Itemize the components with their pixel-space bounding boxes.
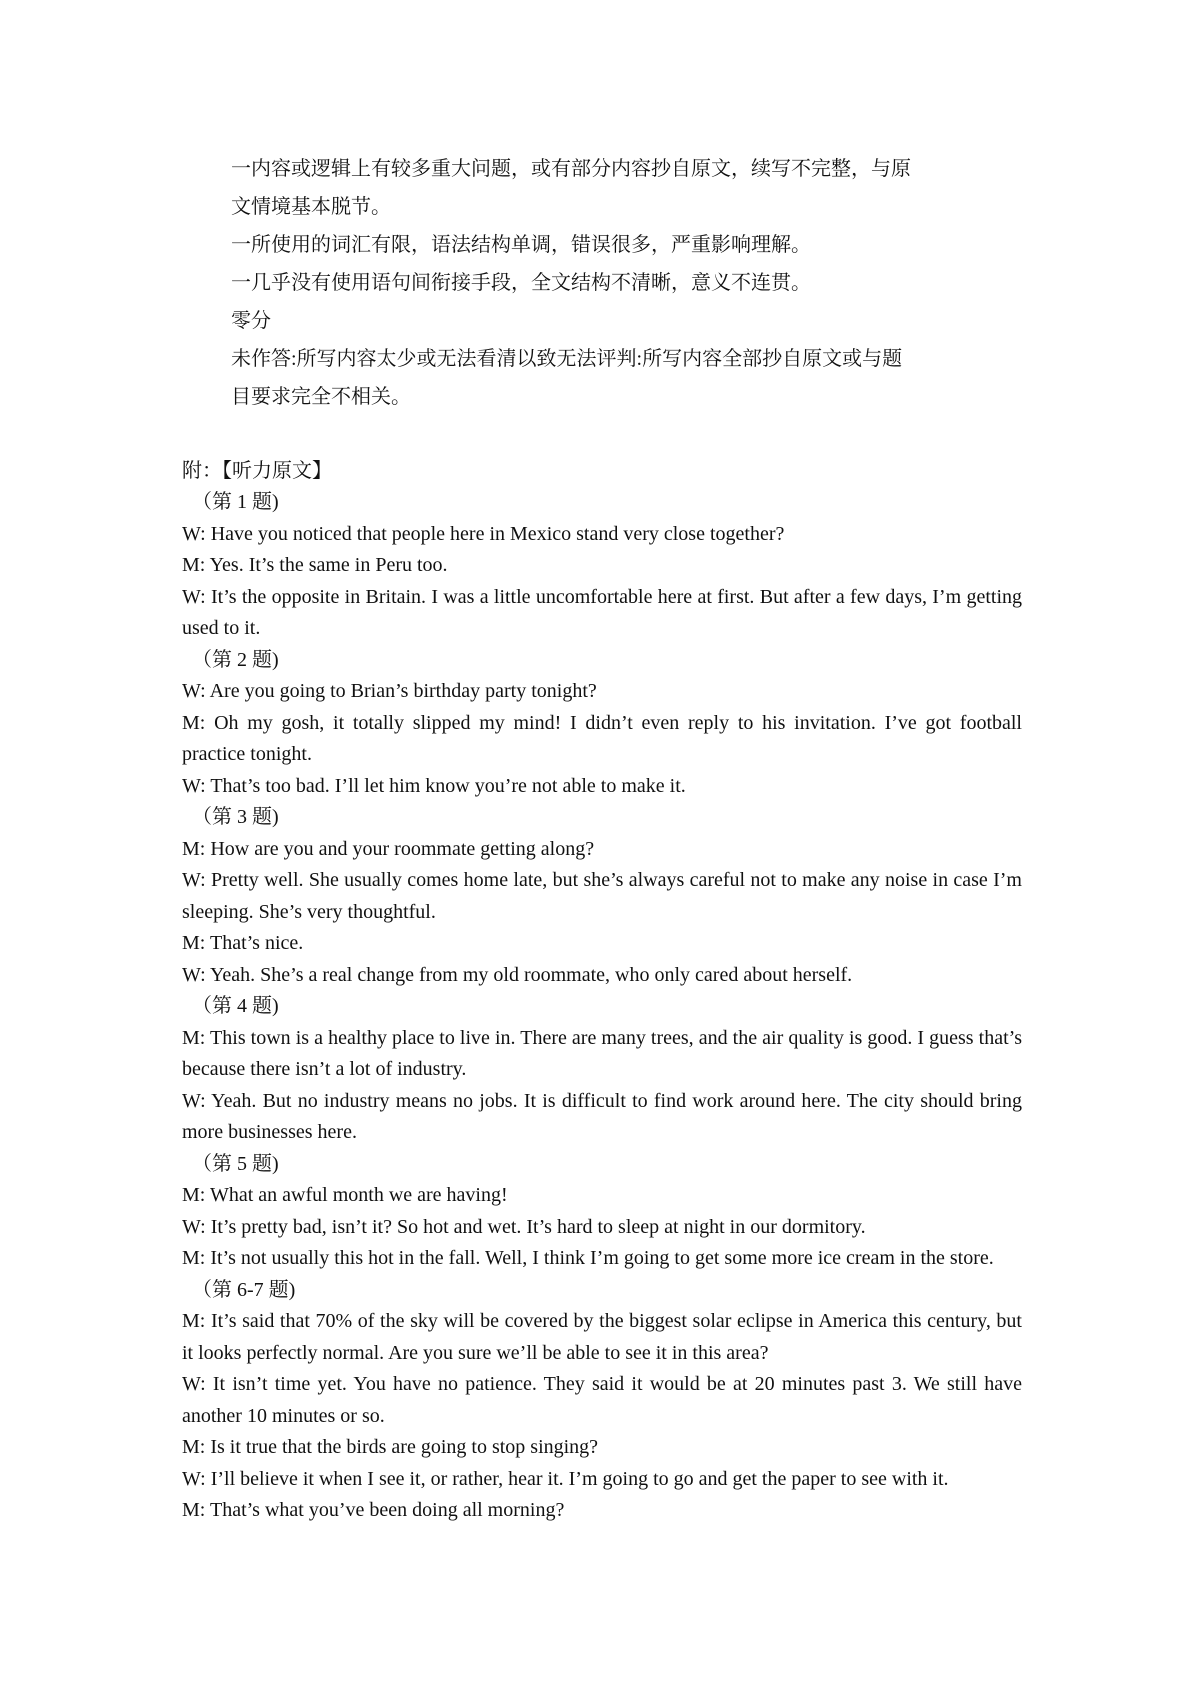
dialog-line: W: Yeah. But no industry means no jobs. It is difficult to find work around here. The city should bring more businesses here. [182,1089,1022,1143]
question-heading: （第 3 题) [192,806,279,828]
rubric-line: 一内容或逻辑上有较多重大问题，或有部分内容抄自原文，续写不完整，与原 [231,158,911,180]
listening-transcript [182,455,1022,1527]
question-heading: （第 2 题) [192,648,279,671]
dialog-line: M: What an awful month we are having! [182,1184,508,1206]
rubric-line: 零分 [231,310,271,332]
dialog-line: W: It isn’t time yet. You have no patience. They said it would be at 20 minutes past 3. We still have another 10 minutes or so. [182,1373,1022,1427]
dialog-line: M: It’s said that 70% of the sky will be covered by the biggest solar eclipse in America this century, but it looks perfectly normal. Are you sure we’ll be able to see it in this area? [182,1310,1022,1364]
dialog-line: M: Is it true that the birds are going to stop singing? [182,1436,599,1458]
question-heading: （第 1 题) [192,491,279,513]
dialog-line: W: I’ll believe it when I see it, or rather, hear it. I’m going to go and get the paper to see with it. [182,1467,949,1490]
dialog-line: W: Have you noticed that people here in Mexico stand very close together? [182,522,785,545]
rubric-line: 目要求完全不相关。 [231,386,411,408]
dialog-line: W: That’s too bad. I’ll let him know you’re not able to make it. [182,774,686,797]
dialog-line: M: How are you and your roommate getting along? [182,837,595,860]
dialog-line: M: Oh my gosh, it totally slipped my mind! I didn’t even reply to his invitation. I’ve got football practice tonight. [182,711,1022,765]
dialog-line: W: It’s the opposite in Britain. I was a little uncomfortable here at first. But after a few days, I’m getting used to it. [182,585,1022,639]
question-heading: （第 4 题) [192,995,279,1017]
dialog-line: W: Are you going to Brian’s birthday party tonight? [182,680,597,702]
dialog-line: M: It’s not usually this hot in the fall. Well, I think I’m going to get some more ice cream in the store. [182,1247,994,1269]
rubric-line: 未作答:所写内容太少或无法看清以致无法评判:所写内容全部抄自原文或与题 [231,348,903,370]
scoring-rubric [231,150,1001,416]
question-heading: （第 5 题) [192,1152,279,1175]
dialog-line: M: This town is a healthy place to live in. There are many trees, and the air quality is good. I guess that’s because there isn’t a lot of industry. [182,1026,1022,1080]
appendix-title: 附：【听力原文】 [182,460,332,482]
rubric-line: 一所使用的词汇有限，语法结构单调，错误很多，严重影响理解。 [231,234,811,256]
dialog-line: M: Yes. It’s the same in Peru too. [182,554,448,576]
dialog-line: W: It’s pretty bad, isn’t it? So hot and wet. It’s hard to sleep at night in our dormitory. [182,1215,866,1238]
dialog-line: M: That’s what you’ve been doing all morning? [182,1499,565,1521]
transcript-body [182,487,1022,1527]
rubric-line: 一几乎没有使用语句间衔接手段，全文结构不清晰，意义不连贯。 [231,272,811,294]
dialog-line: M: That’s nice. [182,932,304,954]
dialog-line: W: Yeah. She’s a real change from my old roommate, who only cared about herself. [182,963,853,986]
dialog-line: W: Pretty well. She usually comes home late, but she’s always careful not to make any noise in case I’m sleeping. She’s very thoughtful. [182,869,1022,923]
question-heading: （第 6-7 题) [192,1278,296,1301]
rubric-line: 文情境基本脱节。 [231,196,391,218]
